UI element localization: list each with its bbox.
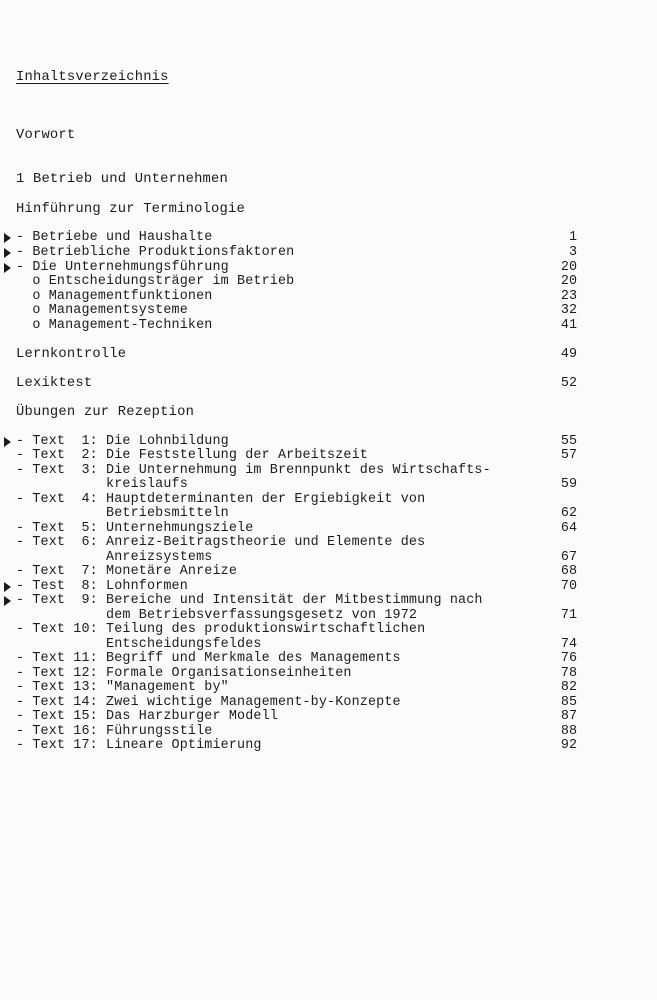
page-number: 57 <box>560 448 577 463</box>
page-number: 32 <box>560 303 577 318</box>
toc-subentry: o Entscheidungsträger im Betrieb <box>16 274 295 289</box>
toc-entry-continuation: Entscheidungsfeldes <box>16 637 262 652</box>
page-number: 71 <box>560 608 577 623</box>
toc-entry: - Text 9: Bereiche und Intensität der Mitbestimmung nach <box>16 593 483 608</box>
toc-entry: - Betriebliche Produktionsfaktoren <box>16 245 295 260</box>
toc-entry: - Text 15: Das Harzburger Modell <box>16 709 278 724</box>
page-number: 87 <box>560 709 577 724</box>
arrow-marker-icon <box>4 596 11 606</box>
lexiktest-entry: Lexiktest <box>16 376 93 391</box>
toc-entry-continuation: dem Betriebsverfassungsgesetz von 1972 <box>16 608 418 623</box>
toc-entry: - Text 10: Teilung des produktionswirtschaftlichen <box>16 622 426 637</box>
toc-entry: - Text 17: Lineare Optimierung <box>16 738 262 753</box>
page-number: 64 <box>560 521 577 536</box>
page-number: 23 <box>560 289 577 304</box>
page-number: 20 <box>560 260 577 275</box>
terminology-heading: Hinführung zur Terminologie <box>16 202 245 217</box>
chapter-heading: 1 Betrieb und Unternehmen <box>16 172 228 187</box>
page-number: 76 <box>560 651 577 666</box>
arrow-marker-icon <box>4 248 11 258</box>
toc-entry: - Text 3: Die Unternehmung im Brennpunkt des Wirtschafts- <box>16 463 491 478</box>
toc-entry: - Test 8: Lohnformen <box>16 579 188 594</box>
toc-entry: - Text 6: Anreiz-Beitragstheorie und Elemente des <box>16 535 426 550</box>
toc-entry: - Text 5: Unternehmungsziele <box>16 521 254 536</box>
toc-entry-continuation: Betriebsmitteln <box>16 506 229 521</box>
page-number: 62 <box>560 506 577 521</box>
page-number: 68 <box>560 564 577 579</box>
page-number: 85 <box>560 695 577 710</box>
arrow-marker-icon <box>4 437 11 447</box>
page-number: 41 <box>560 318 577 333</box>
toc-entry: - Text 14: Zwei wichtige Management-by-Konzepte <box>16 695 401 710</box>
page-number: 92 <box>560 738 577 753</box>
page-number: 55 <box>560 434 577 449</box>
toc-entry: - Text 4: Hauptdeterminanten der Ergiebigkeit von <box>16 492 426 507</box>
toc-entry: - Text 12: Formale Organisationseinheiten <box>16 666 352 681</box>
arrow-marker-icon <box>4 233 11 243</box>
exercises-heading: Übungen zur Rezeption <box>16 405 195 420</box>
arrow-marker-icon <box>4 263 11 273</box>
toc-entry: - Text 2: Die Feststellung der Arbeitszeit <box>16 448 368 463</box>
toc-entry: - Text 7: Monetäre Anreize <box>16 564 238 579</box>
toc-entry: - Text 13: "Management by" <box>16 680 229 695</box>
page-number: 88 <box>560 724 577 739</box>
page-number: 49 <box>560 347 577 362</box>
foreword-entry: Vorwort <box>16 128 76 143</box>
page-number: 20 <box>560 274 577 289</box>
toc-subentry: o Managementsysteme <box>16 303 188 318</box>
toc-entry-continuation: kreislaufs <box>16 477 188 492</box>
toc-entry: - Text 16: Führungsstile <box>16 724 213 739</box>
toc-entry-continuation: Anreizsystems <box>16 550 213 565</box>
toc-entry: - Text 11: Begriff und Merkmale des Managements <box>16 651 401 666</box>
toc-subentry: o Managementfunktionen <box>16 289 213 304</box>
page-number: 67 <box>560 550 577 565</box>
toc-entry: - Die Unternehmungsführung <box>16 260 229 275</box>
page-number: 78 <box>560 666 577 681</box>
toc-subentry: o Management-Techniken <box>16 318 213 333</box>
page-number: 52 <box>560 376 577 391</box>
page-number: 82 <box>560 680 577 695</box>
page-number: 3 <box>568 245 577 260</box>
page-number: 59 <box>560 477 577 492</box>
page-number: 1 <box>568 230 577 245</box>
page-number: 70 <box>560 579 577 594</box>
toc-entry: - Text 1: Die Lohnbildung <box>16 434 229 449</box>
page-title: Inhaltsverzeichnis <box>16 70 169 85</box>
lernkontrolle-entry: Lernkontrolle <box>16 347 127 362</box>
toc-entry: - Betriebe und Haushalte <box>16 230 213 245</box>
page-number: 74 <box>560 637 577 652</box>
arrow-marker-icon <box>4 582 11 592</box>
